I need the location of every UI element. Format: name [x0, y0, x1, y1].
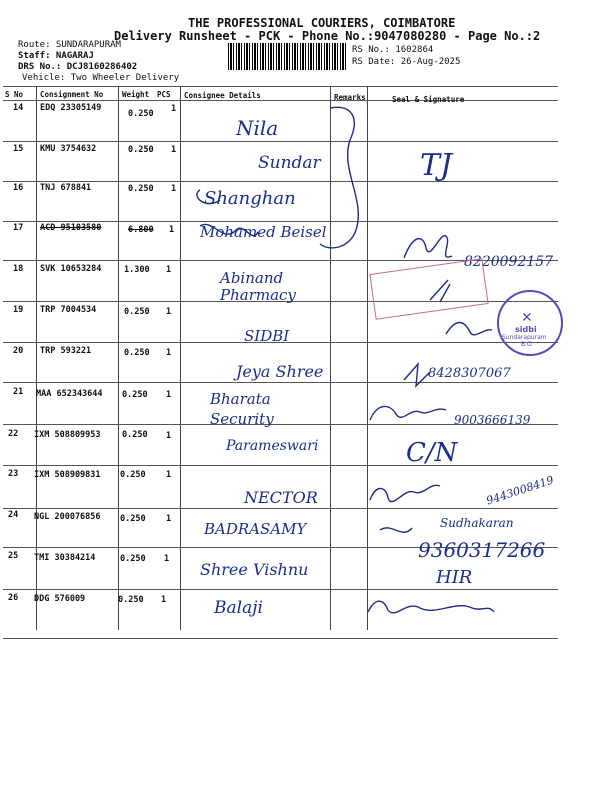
row-21-signature-scribble: [370, 406, 446, 420]
row-21-consignee: Bharata Security: [210, 390, 274, 428]
rs-number: RS No.: 1602864: [352, 45, 434, 55]
row-20-consignee: Jeya Shree: [236, 362, 324, 381]
row-14-consignment: EDQ 23305149: [40, 103, 102, 113]
row-17-signature-scribble: [404, 236, 452, 258]
remarks-bracket: [320, 107, 358, 248]
header-consignee: Consignee Details: [184, 91, 261, 100]
row-25-consignment: TMI 30384214: [34, 553, 96, 563]
row-18-consignee: Abinand Pharmacy: [220, 269, 296, 304]
staff-label: Staff: NAGARAJ: [18, 51, 94, 61]
row-18-sno: 18: [13, 264, 24, 274]
row-17-consignment: ACD 95103580: [40, 223, 102, 233]
row-22-sno: 22: [8, 429, 19, 439]
row-20-pcs: 1: [166, 348, 172, 358]
row-26-consignee: Balaji: [214, 598, 263, 618]
row-15-pcs: 1: [171, 145, 177, 155]
row-24-consignment: NGL 200076856: [34, 512, 101, 522]
row-26-weight: 0.250: [118, 595, 144, 605]
row-14-weight: 0.250: [128, 109, 154, 119]
route-label: Route: SUNDARAPURAM: [18, 40, 121, 50]
row-24-sno: 24: [8, 510, 19, 520]
row-19-consignee: SIDBI: [244, 327, 290, 345]
row-25-signature: HIR: [436, 567, 473, 588]
sidbi-stamp: [497, 290, 563, 356]
header-remarks: Remarks: [334, 93, 366, 102]
row-15-consignment: KMU 3754632: [40, 144, 97, 154]
row-17-consignee: Mohamed Beisel: [200, 223, 327, 241]
row-26-consignment: DDG 576009: [34, 594, 86, 604]
row-22-signature: C/N: [406, 438, 458, 468]
row-15-weight: 0.250: [128, 145, 154, 155]
row-24-signature-phone: 9360317266: [418, 538, 546, 562]
row-20-consignment: TRP 593221: [40, 346, 92, 356]
row-23-sno: 23: [8, 469, 19, 479]
header-sno: S No: [5, 90, 24, 99]
row-16-pcs: 1: [171, 184, 177, 194]
row-23-consignment: IXM 508909831: [34, 470, 101, 480]
row-16-consignment: TNJ 678841: [40, 183, 92, 193]
row-20-sno: 20: [13, 346, 24, 356]
row-22-pcs: 1: [166, 431, 172, 441]
row-14-pcs: 1: [171, 104, 177, 114]
row-16-consignee: Shanghan: [204, 188, 296, 209]
row-16-sig-flourish: [197, 190, 220, 204]
row-23-consignee: NECTOR: [244, 488, 318, 507]
row-14-consignee: Nila: [236, 116, 279, 140]
row-14-sno: 14: [13, 103, 24, 113]
row-16-weight: 0.250: [128, 184, 154, 194]
company-name: THE PROFESSIONAL COURIERS, COIMBATORE: [188, 16, 456, 30]
row-25-consignee: Shree Vishnu: [200, 560, 309, 579]
header-pcs: PCS: [157, 90, 171, 99]
row-23-pcs: 1: [166, 470, 172, 480]
row-25-sno: 25: [8, 551, 19, 561]
row-25-weight: 0.250: [120, 554, 146, 564]
row-23-signature-phone: 9443008419: [484, 473, 556, 508]
row-15-sno: 15: [13, 144, 24, 154]
row-21-consignment: MAA 652343644: [36, 389, 103, 399]
row-17-signature-phone: 8220092157: [464, 254, 554, 270]
row-25-pcs: 1: [164, 554, 170, 564]
row-26-pcs: 1: [161, 595, 167, 605]
drs-number: DRS No.: DCJ8160286402: [18, 62, 138, 72]
row-22-consignment: IXM 508809953: [34, 430, 101, 440]
row-23-weight: 0.250: [120, 470, 146, 480]
row-18-weight: 1.300: [124, 265, 150, 275]
row-24-pcs: 1: [166, 514, 172, 524]
sidbi-stamp-bo: B.O.: [521, 341, 534, 348]
sidbi-stamp-name: sidbi: [515, 325, 537, 334]
row-20-weight: 0.250: [124, 348, 150, 358]
row-23-signature-scribble: [370, 485, 440, 501]
row-26-signature-scribble: [368, 601, 494, 613]
row-20-signature-phone: 8428307067: [428, 366, 511, 381]
rs-date: RS Date: 26-Aug-2025: [352, 57, 461, 67]
sidbi-stamp-place: Sundarapuram: [502, 334, 547, 341]
row-17-sno: 17: [13, 223, 24, 233]
row-24-weight: 0.250: [120, 514, 146, 524]
row-21-pcs: 1: [166, 390, 172, 400]
row-21-signature-phone: 9003666139: [454, 413, 531, 427]
row-18-consignment: SVK 10653284: [40, 264, 102, 274]
runsheet-title: Delivery Runsheet - PCK - Phone No.:9047080280 - Page No.:2: [114, 29, 541, 43]
row-21-weight: 0.250: [122, 390, 148, 400]
row-21-sno: 21: [13, 387, 24, 397]
row-24-signature-name: Sudhakaran: [440, 516, 514, 530]
row-17-pcs: 1: [169, 225, 175, 235]
row-17-weight: 6.800: [128, 225, 154, 235]
row-24-consignee: BADRASAMY: [204, 520, 307, 538]
header-consignment: Consignment No: [40, 90, 104, 99]
row-19-signature-scribble: [446, 323, 492, 335]
row-16-sno: 16: [13, 183, 24, 193]
row-18-pcs: 1: [166, 265, 172, 275]
row-24-signature-scribble: [380, 528, 412, 532]
vehicle-label: Vehicle: Two Wheeler Delivery: [22, 73, 180, 83]
row-22-weight: 0.250: [122, 430, 148, 440]
header-seal: Seal & Signature: [392, 95, 465, 104]
row-19-weight: 0.250: [124, 307, 150, 317]
row-17-consignee-scribble: [200, 224, 258, 235]
row-19-consignment: TRP 7004534: [40, 305, 97, 315]
row-20-signature-scribble: [404, 364, 430, 386]
row-19-sno: 19: [13, 305, 24, 315]
sidbi-stamp-logo-icon: ✕: [521, 310, 533, 326]
row-15-signature: TJ: [420, 148, 453, 183]
row-15-consignee: Sundar: [258, 153, 321, 173]
row-26-sno: 26: [8, 593, 19, 603]
row-19-pcs: 1: [166, 307, 172, 317]
header-weight: Weight: [122, 90, 150, 99]
row-22-consignee: Parameswari: [226, 438, 319, 454]
